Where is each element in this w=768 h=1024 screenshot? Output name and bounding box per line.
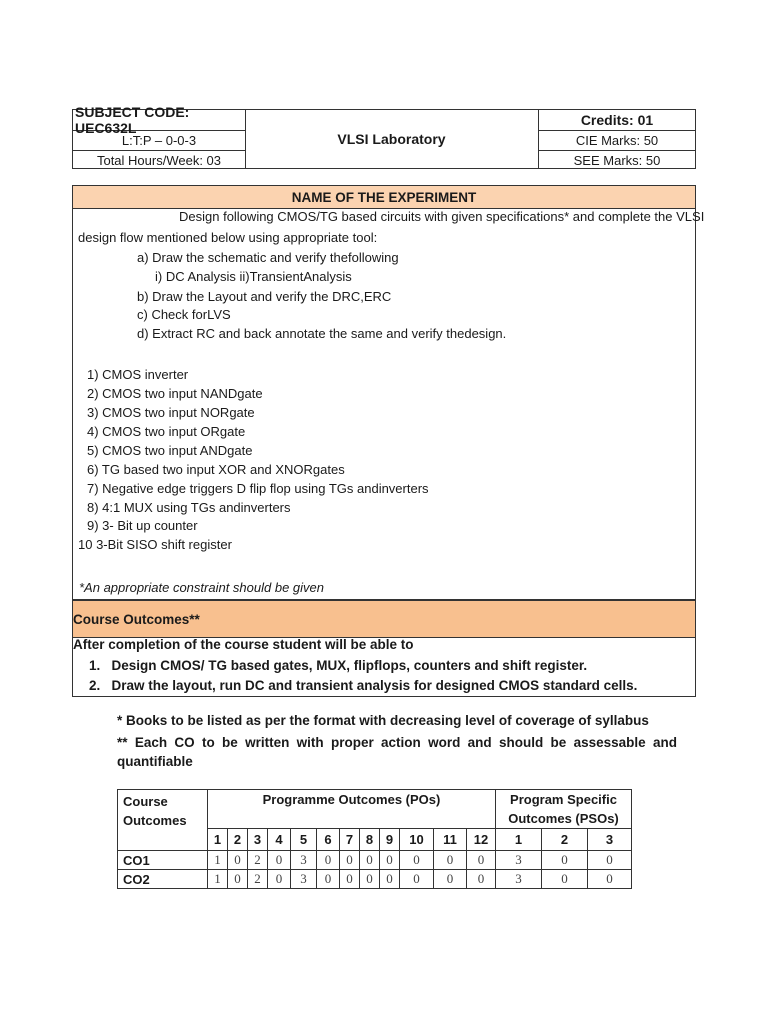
pso-number: 3 — [588, 829, 632, 851]
course-outcome-item: 2. Draw the layout, run DC and transient analysis for designed CMOS standard cells. — [89, 678, 638, 693]
pso-value: 0 — [588, 870, 632, 889]
po-value: 0 — [228, 870, 248, 889]
pso-value: 3 — [496, 870, 542, 889]
po-value: 2 — [248, 870, 268, 889]
step-a: a) Draw the schematic and verify thefollowing — [137, 250, 399, 265]
po-number: 1 — [208, 829, 228, 851]
table-row — [118, 851, 632, 870]
po-number: 11 — [434, 829, 467, 851]
step-d: d) Extract RC and back annotate the same and verify thedesign. — [137, 326, 507, 341]
course-outcomes-section — [72, 600, 696, 697]
course-meta-left — [73, 104, 246, 168]
po-value: 0 — [228, 851, 248, 870]
po-number: 8 — [360, 829, 380, 851]
header-programme-outcomes: Programme Outcomes (POs) — [208, 790, 496, 829]
po-number: 2 — [228, 829, 248, 851]
total-hours: Total Hours/Week: 03 — [73, 150, 245, 170]
step-c: c) Check forLVS — [137, 307, 231, 322]
step-b: b) Draw the Layout and verify the DRC,ERC — [137, 289, 392, 304]
po-value: 0 — [360, 870, 380, 889]
po-value: 1 — [208, 851, 228, 870]
pso-value: 0 — [542, 851, 588, 870]
po-value: 0 — [340, 870, 360, 889]
po-number: 10 — [400, 829, 434, 851]
course-outcomes-intro: After completion of the course student will be able to — [73, 637, 414, 652]
po-value: 0 — [434, 851, 467, 870]
subject-code: SUBJECT CODE: UEC632L — [75, 104, 190, 136]
experiment-item: 4) CMOS two input ORgate — [87, 424, 246, 439]
po-number: 12 — [467, 829, 496, 851]
header-program-specific-outcomes: Program Specific Outcomes (PSOs) — [496, 790, 632, 829]
po-value: 0 — [340, 851, 360, 870]
course-outcome-item: 1. Design CMOS/ TG based gates, MUX, flipflops, counters and shift register. — [89, 658, 588, 673]
po-value: 0 — [400, 870, 434, 889]
po-value: 0 — [360, 851, 380, 870]
course-title: VLSI Laboratory — [337, 131, 446, 147]
experiment-item: 7) Negative edge triggers D flip flop using TGs andinverters — [87, 481, 429, 496]
cie-marks: CIE Marks: 50 — [539, 130, 695, 150]
table-row — [118, 870, 632, 889]
co-label: CO2 — [118, 870, 208, 889]
co-label: CO1 — [118, 851, 208, 870]
course-header-table — [72, 104, 696, 169]
po-value: 3 — [291, 870, 317, 889]
experiment-item: 9) 3- Bit up counter — [87, 518, 198, 533]
experiment-intro-line2: design flow mentioned below using appropriate tool: — [78, 230, 378, 245]
see-marks: SEE Marks: 50 — [539, 150, 695, 170]
experiment-intro-line1: Design following CMOS/TG based circuits with given specifications* and complete the VLSI — [179, 209, 705, 224]
experiment-footnote: *An appropriate constraint should be given — [79, 580, 324, 595]
experiment-item: 3) CMOS two input NORgate — [87, 405, 255, 420]
po-value: 0 — [467, 870, 496, 889]
po-number: 5 — [291, 829, 317, 851]
po-value: 0 — [467, 851, 496, 870]
po-number: 4 — [268, 829, 291, 851]
po-value: 0 — [400, 851, 434, 870]
experiment-item: 5) CMOS two input ANDgate — [87, 443, 253, 458]
po-value: 0 — [317, 851, 340, 870]
po-value: 1 — [208, 870, 228, 889]
experiment-item: 8) 4:1 MUX using TGs andinverters — [87, 500, 291, 515]
course-meta-right — [538, 110, 695, 168]
pso-number: 2 — [542, 829, 588, 851]
po-value: 0 — [380, 851, 400, 870]
pso-value: 0 — [588, 851, 632, 870]
po-value: 0 — [434, 870, 467, 889]
books-note: * Books to be listed as per the format with decreasing level of coverage of syllabus — [117, 713, 649, 728]
co-po-mapping-table — [117, 789, 632, 889]
experiment-item: 1) CMOS inverter — [87, 367, 189, 382]
po-value: 0 — [268, 870, 291, 889]
po-value: 0 — [317, 870, 340, 889]
pso-number: 1 — [496, 829, 542, 851]
course-outcomes-heading: Course Outcomes** — [73, 600, 695, 638]
po-number: 3 — [248, 829, 268, 851]
experiment-item: 6) TG based two input XOR and XNORgates — [87, 462, 345, 477]
experiment-heading: NAME OF THE EXPERIMENT — [73, 186, 695, 209]
co-note: ** Each CO to be written with proper action word and should be assessable and quantifiable — [117, 735, 677, 769]
po-value: 2 — [248, 851, 268, 870]
po-value: 0 — [380, 870, 400, 889]
experiment-item: 10 3-Bit SISO shift register — [78, 537, 232, 552]
po-number: 7 — [340, 829, 360, 851]
po-value: 0 — [268, 851, 291, 870]
ltp: L:T:P – 0-0-3 — [73, 130, 245, 150]
credits: Credits: 01 — [580, 112, 654, 128]
po-number: 9 — [380, 829, 400, 851]
po-number: 6 — [317, 829, 340, 851]
step-a-sub: i) DC Analysis ii)TransientAnalysis — [155, 269, 352, 284]
experiment-item: 2) CMOS two input NANDgate — [87, 386, 263, 401]
pso-value: 3 — [496, 851, 542, 870]
experiment-section — [72, 185, 705, 600]
po-value: 3 — [291, 851, 317, 870]
pso-value: 0 — [542, 870, 588, 889]
header-course-outcomes: Course Outcomes — [118, 790, 208, 851]
